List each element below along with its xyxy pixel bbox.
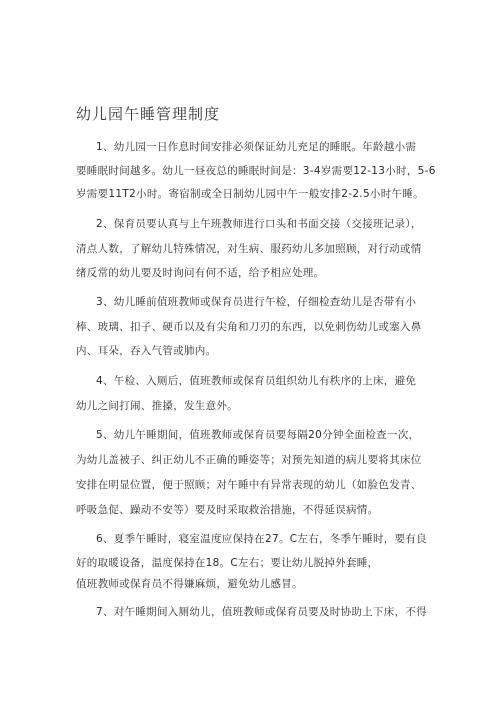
document-title: 幼儿园午睡管理制度 bbox=[76, 105, 221, 123]
paragraph-2-line-1: 2、保育员要认真与上午班教师进行口头和书面交接（交接班记录）， bbox=[96, 218, 422, 230]
paragraph-2-line-2: 清点人数，了解幼儿特殊情况，对生病、服药幼儿多加照顾，对行动或情 bbox=[76, 243, 422, 255]
paragraph-2-line-3: 绪反常的幼儿要及时询问有何不适，给予相应处理。 bbox=[76, 267, 325, 279]
paragraph-1-line-1: 1、幼儿园一日作息时间安排必须保证幼儿充足的睡眠。年龄越小需 bbox=[96, 141, 417, 153]
paragraph-1-line-2: 要睡眠时间越多。幼儿一昼夜总的睡眠时间是：3-4岁需要12-13小时，5-6 bbox=[76, 165, 436, 177]
paragraph-5-line-2: 为幼儿盖被子、纠正幼儿不正确的睡姿等；对预先知道的病儿要将其床位 bbox=[76, 454, 422, 466]
paragraph-6-line-2: 好的取暖设备，温度保持在18。C左右；要让幼儿脱掉外套睡， bbox=[76, 557, 379, 569]
paragraph-3-line-1: 3、幼儿睡前值班教师或保育员进行午检，仔细检查幼儿是否带有小 bbox=[96, 296, 417, 308]
paragraph-1-line-3: 岁需要11T2小时。寄宿制或全日制幼儿园中午一般安排2-2.5小时午睡。 bbox=[76, 188, 424, 200]
paragraph-4-line-2: 幼儿之间打闹、推搡，发生意外。 bbox=[76, 400, 238, 412]
paragraph-5-line-4: 呼吸急促、躁动不安等）要及时采取救治措施，不得延误病情。 bbox=[76, 504, 379, 516]
paragraph-5-line-3: 安排在明显位置，便于照顾；对午睡中有异常表现的幼儿（如脸色发青、 bbox=[76, 479, 422, 491]
paragraph-3-line-2: 棒、玻璃、扣子、硬币以及有尖角和刀刃的东西，以免刺伤幼儿或塞入鼻 bbox=[76, 321, 422, 333]
paragraph-7-line-1: 7、对午睡期间入厕幼儿，值班教师或保育员要及时协助上下床，不得 bbox=[96, 606, 427, 618]
paragraph-4-line-1: 4、午检、入厕后，值班教师或保育员组织幼儿有秩序的上床，避免 bbox=[96, 375, 417, 387]
paragraph-6-line-1: 6、夏季午睡时，寝室温度应保持在27。C左右，冬季午睡时，要有良 bbox=[96, 533, 427, 545]
paragraph-3-line-3: 内、耳朵，吞入气管或肺内。 bbox=[76, 345, 217, 357]
paragraph-6-line-3: 值班教师或保育员不得嫌麻烦，避免幼儿感冒。 bbox=[76, 578, 303, 590]
paragraph-5-line-1: 5、幼儿午睡期间，值班教师或保育员要每隔20分钟全面检查一次， bbox=[96, 429, 420, 441]
